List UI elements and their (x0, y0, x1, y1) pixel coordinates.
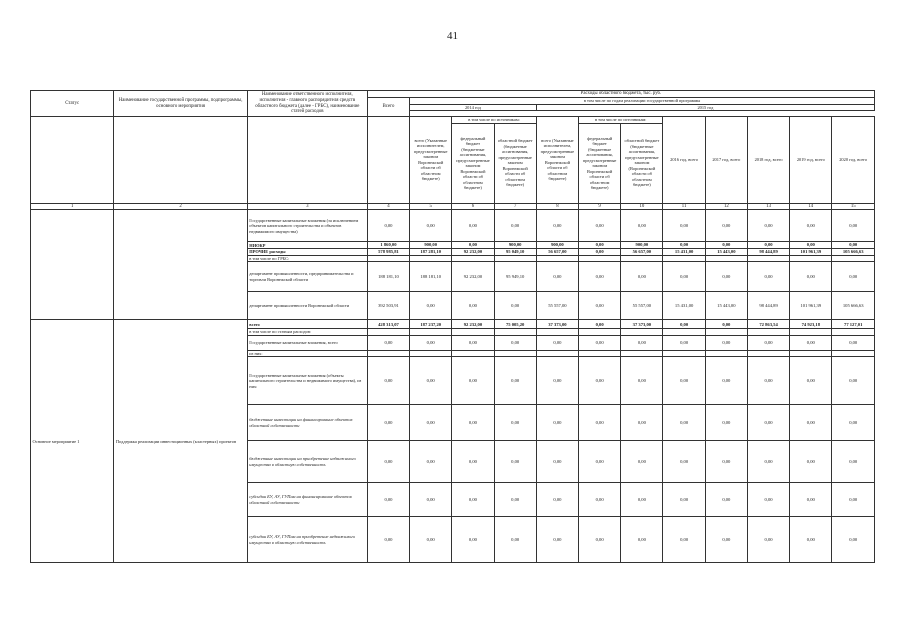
amount-cell: 0,00 (747, 262, 789, 292)
amount-cell: 0,00 (452, 292, 494, 320)
amount-cell: 0,00 (790, 335, 832, 350)
amount-cell: 0,00 (579, 242, 621, 249)
header-incl-by-years: в том числе по годам реализации государственной программы (410, 98, 875, 105)
amount-cell: 0,00 (494, 335, 536, 350)
program-cell-empty (114, 210, 247, 320)
page-number: 41 (447, 30, 458, 42)
amount-cell: 0,00 (705, 483, 747, 517)
amount-cell: 0,00 (452, 357, 494, 405)
amount-cell: 0,00 (367, 335, 409, 350)
header-total-2015: всего (Указанные исполнителем, предусмотренные законом Воронежской области об областном бюджете) (536, 117, 578, 204)
header-total-2014: всего (Указанные исполнителем, предусмотренные законом Воронежской области об областном бюджете) (410, 117, 452, 204)
amount-cell: 98 444,89 (747, 249, 789, 256)
amount-cell: 0,00 (790, 242, 832, 249)
amount-cell: 0,00 (494, 517, 536, 563)
amount-cell: 0,00 (705, 262, 747, 292)
header-program-cont (114, 117, 247, 204)
amount-cell: 0,00 (832, 405, 875, 441)
amount-cell: 0,00 (832, 335, 875, 350)
table-row (31, 210, 875, 242)
expense-item-name: из них: (247, 350, 367, 357)
column-number: 1 (31, 203, 114, 210)
header-year-2015: 2015 год (536, 104, 874, 111)
amount-cell: 0,00 (579, 405, 621, 441)
amount-cell: 0,00 (747, 357, 789, 405)
column-number: 14 (790, 203, 832, 210)
budget-table (30, 90, 875, 563)
amount-cell: 37 373,00 (536, 320, 578, 329)
amount-cell: 0,00 (579, 335, 621, 350)
column-number: 10 (621, 203, 663, 210)
expense-item-name: Государственные капитальные вложения (за исключением объектов капитального строительства и объектов недвижимого имущества) (247, 210, 367, 242)
amount-cell: 0,00 (705, 320, 747, 329)
amount-cell: 95 949,10 (494, 262, 536, 292)
amount-cell: 0,00 (536, 210, 578, 242)
amount-cell: 0,00 (494, 441, 536, 483)
amount-cell: 0,00 (579, 249, 621, 256)
amount-cell: 0,00 (367, 483, 409, 517)
amount-cell: 0,00 (536, 441, 578, 483)
amount-cell: 0,00 (832, 262, 875, 292)
amount-cell: 188 181,10 (410, 262, 452, 292)
header-program-name: Наименование государственной программы, подпрограммы, основного мероприятия (114, 91, 247, 117)
amount-cell: 0,00 (579, 320, 621, 329)
header-regional-2015: областной бюджет (бюджетные ассигнования, предусмотренные законом (Воронежской области об областном бюджете) (621, 123, 663, 203)
header-status: Статус (31, 91, 114, 117)
table-row (31, 320, 875, 329)
amount-cell: 0,00 (663, 335, 705, 350)
amount-cell: 0,00 (367, 357, 409, 405)
amount-cell: 0,00 (663, 517, 705, 563)
amount-cell: 0,00 (367, 405, 409, 441)
amount-cell: 0,00 (621, 357, 663, 405)
column-number: 9 (579, 203, 621, 210)
amount-cell: 0,00 (579, 357, 621, 405)
column-number: 5 (410, 203, 452, 210)
amount-cell: 15 431,00 (663, 249, 705, 256)
amount-cell: 0,00 (410, 335, 452, 350)
column-number: 7 (494, 203, 536, 210)
header-federal-2015: федеральный бюджет (бюджетные ассигнования, предусмотренные законом Воронежской области об областном бюджете) (579, 123, 621, 203)
amount-cell: 0,00 (410, 405, 452, 441)
header-executor-cont (247, 117, 367, 204)
amount-cell: 0,00 (790, 517, 832, 563)
header-executor: Наименование ответственного исполнителя, исполнителя - главного распорядителя средств областного бюджета (далее - ГРБС), наименование статей расходов (247, 91, 367, 117)
amount-cell: 0,00 (790, 405, 832, 441)
amount-cell: 101 961,39 (790, 249, 832, 256)
amount-cell: 0,00 (579, 483, 621, 517)
expense-item-name: бюджетные инвестиции на финансирование объектов областной собственности (247, 405, 367, 441)
column-number: 6 (452, 203, 494, 210)
amount-cell: 0,00 (663, 357, 705, 405)
amount-cell: 101 961,39 (790, 292, 832, 320)
amount-cell: 0,00 (494, 357, 536, 405)
amount-cell: 187 237,20 (410, 320, 452, 329)
column-number: 3 (247, 203, 367, 210)
amount-cell: 900,00 (621, 242, 663, 249)
amount-cell: 392 503,91 (367, 292, 409, 320)
status-cell-empty (31, 210, 114, 320)
amount-cell: 0,00 (790, 210, 832, 242)
header-sources-2015: в том числе по источникам: (579, 117, 663, 124)
amount-cell: 187 281,10 (410, 249, 452, 256)
column-number: 15 (832, 203, 875, 210)
amount-cell: 0,00 (621, 517, 663, 563)
amount-cell: 15 443,00 (705, 292, 747, 320)
expense-item-name: в том числе по ГРБС: (247, 255, 367, 262)
amount-cell: 0,00 (621, 441, 663, 483)
amount-cell: 188 181,10 (367, 262, 409, 292)
amount-cell: 55 557,00 (621, 292, 663, 320)
header-2017: 2017 год, всего (705, 117, 747, 204)
expense-item-name: департамент промышленности, предпринимательства и торговли Воронежской области (247, 262, 367, 292)
amount-cell: 56 657,00 (621, 249, 663, 256)
table-body (31, 203, 875, 563)
amount-cell: 0,00 (705, 242, 747, 249)
amount-cell: 56 657,00 (536, 249, 578, 256)
amount-cell: 0,00 (621, 405, 663, 441)
amount-cell: 0,00 (621, 262, 663, 292)
header-2019: 2019 год, всего (790, 117, 832, 204)
amount-cell: 0,00 (494, 210, 536, 242)
amount-cell: 55 557,00 (536, 292, 578, 320)
amount-cell: 428 313,07 (367, 320, 409, 329)
column-number-row (31, 203, 875, 210)
amount-cell: 0,00 (452, 335, 494, 350)
amount-cell: 0,00 (832, 517, 875, 563)
amount-cell: 0,00 (621, 483, 663, 517)
expense-item-name: субсидии БУ, АУ, ГУПам на финансирование объектов областной собственности (247, 483, 367, 517)
amount-cell: 92 232,00 (452, 262, 494, 292)
amount-cell: 0,00 (410, 483, 452, 517)
amount-cell: 0,00 (579, 262, 621, 292)
amount-cell: 92 232,00 (452, 320, 494, 329)
amount-cell: 0,00 (452, 483, 494, 517)
amount-cell: 0,00 (832, 357, 875, 405)
amount-cell: 0,00 (663, 483, 705, 517)
amount-cell: 0,00 (705, 441, 747, 483)
amount-cell: 0,00 (790, 441, 832, 483)
amount-cell: 0,00 (410, 210, 452, 242)
amount-cell: 900,00 (494, 242, 536, 249)
amount-cell: 0,00 (705, 335, 747, 350)
header-2016: 2016 год, всего (663, 117, 705, 204)
amount-cell: 0,00 (621, 210, 663, 242)
amount-cell: 0,00 (790, 262, 832, 292)
amount-cell: 0,00 (536, 483, 578, 517)
expense-item-name: субсидии БУ, АУ, ГУПам на приобретение недвижимого имущества в областную собственность (247, 517, 367, 563)
amount-cell: 0,00 (579, 517, 621, 563)
amount-cell: 0,00 (747, 405, 789, 441)
amount-cell: 0,00 (452, 517, 494, 563)
header-year-2014: 2014 год (410, 104, 537, 111)
column-number: 13 (747, 203, 789, 210)
amount-cell: 0,00 (494, 292, 536, 320)
column-number: 8 (536, 203, 578, 210)
amount-cell: 75 005,20 (494, 320, 536, 329)
amount-cell: 0,00 (536, 357, 578, 405)
amount-cell: 0,00 (410, 292, 452, 320)
amount-cell: 0,00 (790, 357, 832, 405)
column-number: 2 (114, 203, 247, 210)
amount-cell: 0,00 (747, 441, 789, 483)
header-regional-2014: областной бюджет (бюджетные ассигнования, предусмотренные законом Воронежской области об областном бюджете) (494, 123, 536, 203)
amount-cell: 15 431,00 (663, 292, 705, 320)
amount-cell: 0,00 (790, 483, 832, 517)
amount-cell: 0,00 (494, 405, 536, 441)
expense-item-name: в том числе по статьям расходов: (247, 329, 367, 336)
amount-cell: 0,00 (663, 242, 705, 249)
column-number: 4 (367, 203, 409, 210)
amount-cell: 77 127,01 (832, 320, 875, 329)
amount-cell: 0,00 (410, 357, 452, 405)
amount-cell: 0,00 (452, 242, 494, 249)
amount-cell: 0,00 (410, 517, 452, 563)
header-federal-2014: федеральный бюджет (бюджетные ассигнования, предусмотренные законом Воронежской области об областном бюджете) (452, 123, 494, 203)
amount-cell: 0,00 (494, 483, 536, 517)
amount-cell: 0,00 (367, 210, 409, 242)
column-number: 12 (705, 203, 747, 210)
amount-cell: 105 666,63 (832, 292, 875, 320)
expense-item-name: НИОКР (247, 242, 367, 249)
amount-cell: 0,00 (621, 335, 663, 350)
amount-cell: 0,00 (832, 210, 875, 242)
amount-cell: 1 860,00 (367, 242, 409, 249)
amount-cell: 0,00 (832, 483, 875, 517)
amount-cell: 37 373,00 (621, 320, 663, 329)
amount-cell: 95 049,10 (494, 249, 536, 256)
amount-cell: 0,00 (832, 242, 875, 249)
amount-cell: 0,00 (367, 441, 409, 483)
amount-cell: 0,00 (536, 517, 578, 563)
amount-cell: 0,00 (536, 262, 578, 292)
amount-cell: 0,00 (579, 441, 621, 483)
expense-item-name: департамент промышленности Воронежской области (247, 292, 367, 320)
header-total: Всего (367, 98, 409, 117)
amount-cell: 0,00 (705, 405, 747, 441)
amount-cell: 92 232,00 (452, 249, 494, 256)
column-number: 11 (663, 203, 705, 210)
amount-cell: 0,00 (663, 262, 705, 292)
expense-item-name: Государственные капитальные вложения, всего (247, 335, 367, 350)
amount-cell: 0,00 (663, 405, 705, 441)
amount-cell: 0,00 (747, 242, 789, 249)
expense-item-name: ПРОЧИЕ расходы (247, 249, 367, 256)
amount-cell: 0,00 (747, 335, 789, 350)
amount-cell: 0,00 (705, 210, 747, 242)
header-expenses: Расходы областного бюджета, тыс. руб. (367, 91, 874, 98)
amount-cell: 0,00 (536, 335, 578, 350)
amount-cell: 15 443,00 (705, 249, 747, 256)
amount-cell: 0,00 (663, 441, 705, 483)
amount-cell: 0,00 (452, 405, 494, 441)
amount-cell: 72 863,54 (747, 320, 789, 329)
amount-cell: 0,00 (579, 292, 621, 320)
amount-cell: 900,00 (410, 242, 452, 249)
amount-cell: 74 923,18 (790, 320, 832, 329)
expense-item-name: Государственные капитальные вложения (объекты капитального строительства и недвижимого имущества), из них: (247, 357, 367, 405)
header-2020: 2020 год, всего (832, 117, 875, 204)
amount-cell: 0,00 (832, 441, 875, 483)
amount-cell: 0,00 (452, 210, 494, 242)
header-2018: 2018 год, всего (747, 117, 789, 204)
amount-cell: 0,00 (536, 405, 578, 441)
amount-cell: 0,00 (579, 210, 621, 242)
header-status-cont (31, 117, 114, 204)
amount-cell: 900,00 (536, 242, 578, 249)
amount-cell: 0,00 (410, 441, 452, 483)
amount-cell: 105 666,63 (832, 249, 875, 256)
amount-cell: 0,00 (367, 517, 409, 563)
amount-cell: 0,00 (747, 517, 789, 563)
header-sources-2014: в том числе по источникам: (452, 117, 536, 124)
amount-cell: 0,00 (663, 320, 705, 329)
expense-item-name: бюджетные инвестиции на приобретение недвижимого имущества в областную собственность (247, 441, 367, 483)
amount-cell: 98 444,89 (747, 292, 789, 320)
amount-cell: 0,00 (747, 483, 789, 517)
amount-cell: 0,00 (663, 210, 705, 242)
expense-item-name: всего (247, 320, 367, 329)
amount-cell: 578 985,81 (367, 249, 409, 256)
amount-cell: 0,00 (705, 357, 747, 405)
status-cell: Основное мероприятие 1 (31, 320, 114, 563)
amount-cell: 0,00 (705, 517, 747, 563)
header-total-cont (367, 117, 409, 204)
amount-cell: 0,00 (452, 441, 494, 483)
program-name-cell: Поддержка реализации инвестиционных (кластерных) проектов (114, 320, 247, 563)
amount-cell: 0,00 (747, 210, 789, 242)
